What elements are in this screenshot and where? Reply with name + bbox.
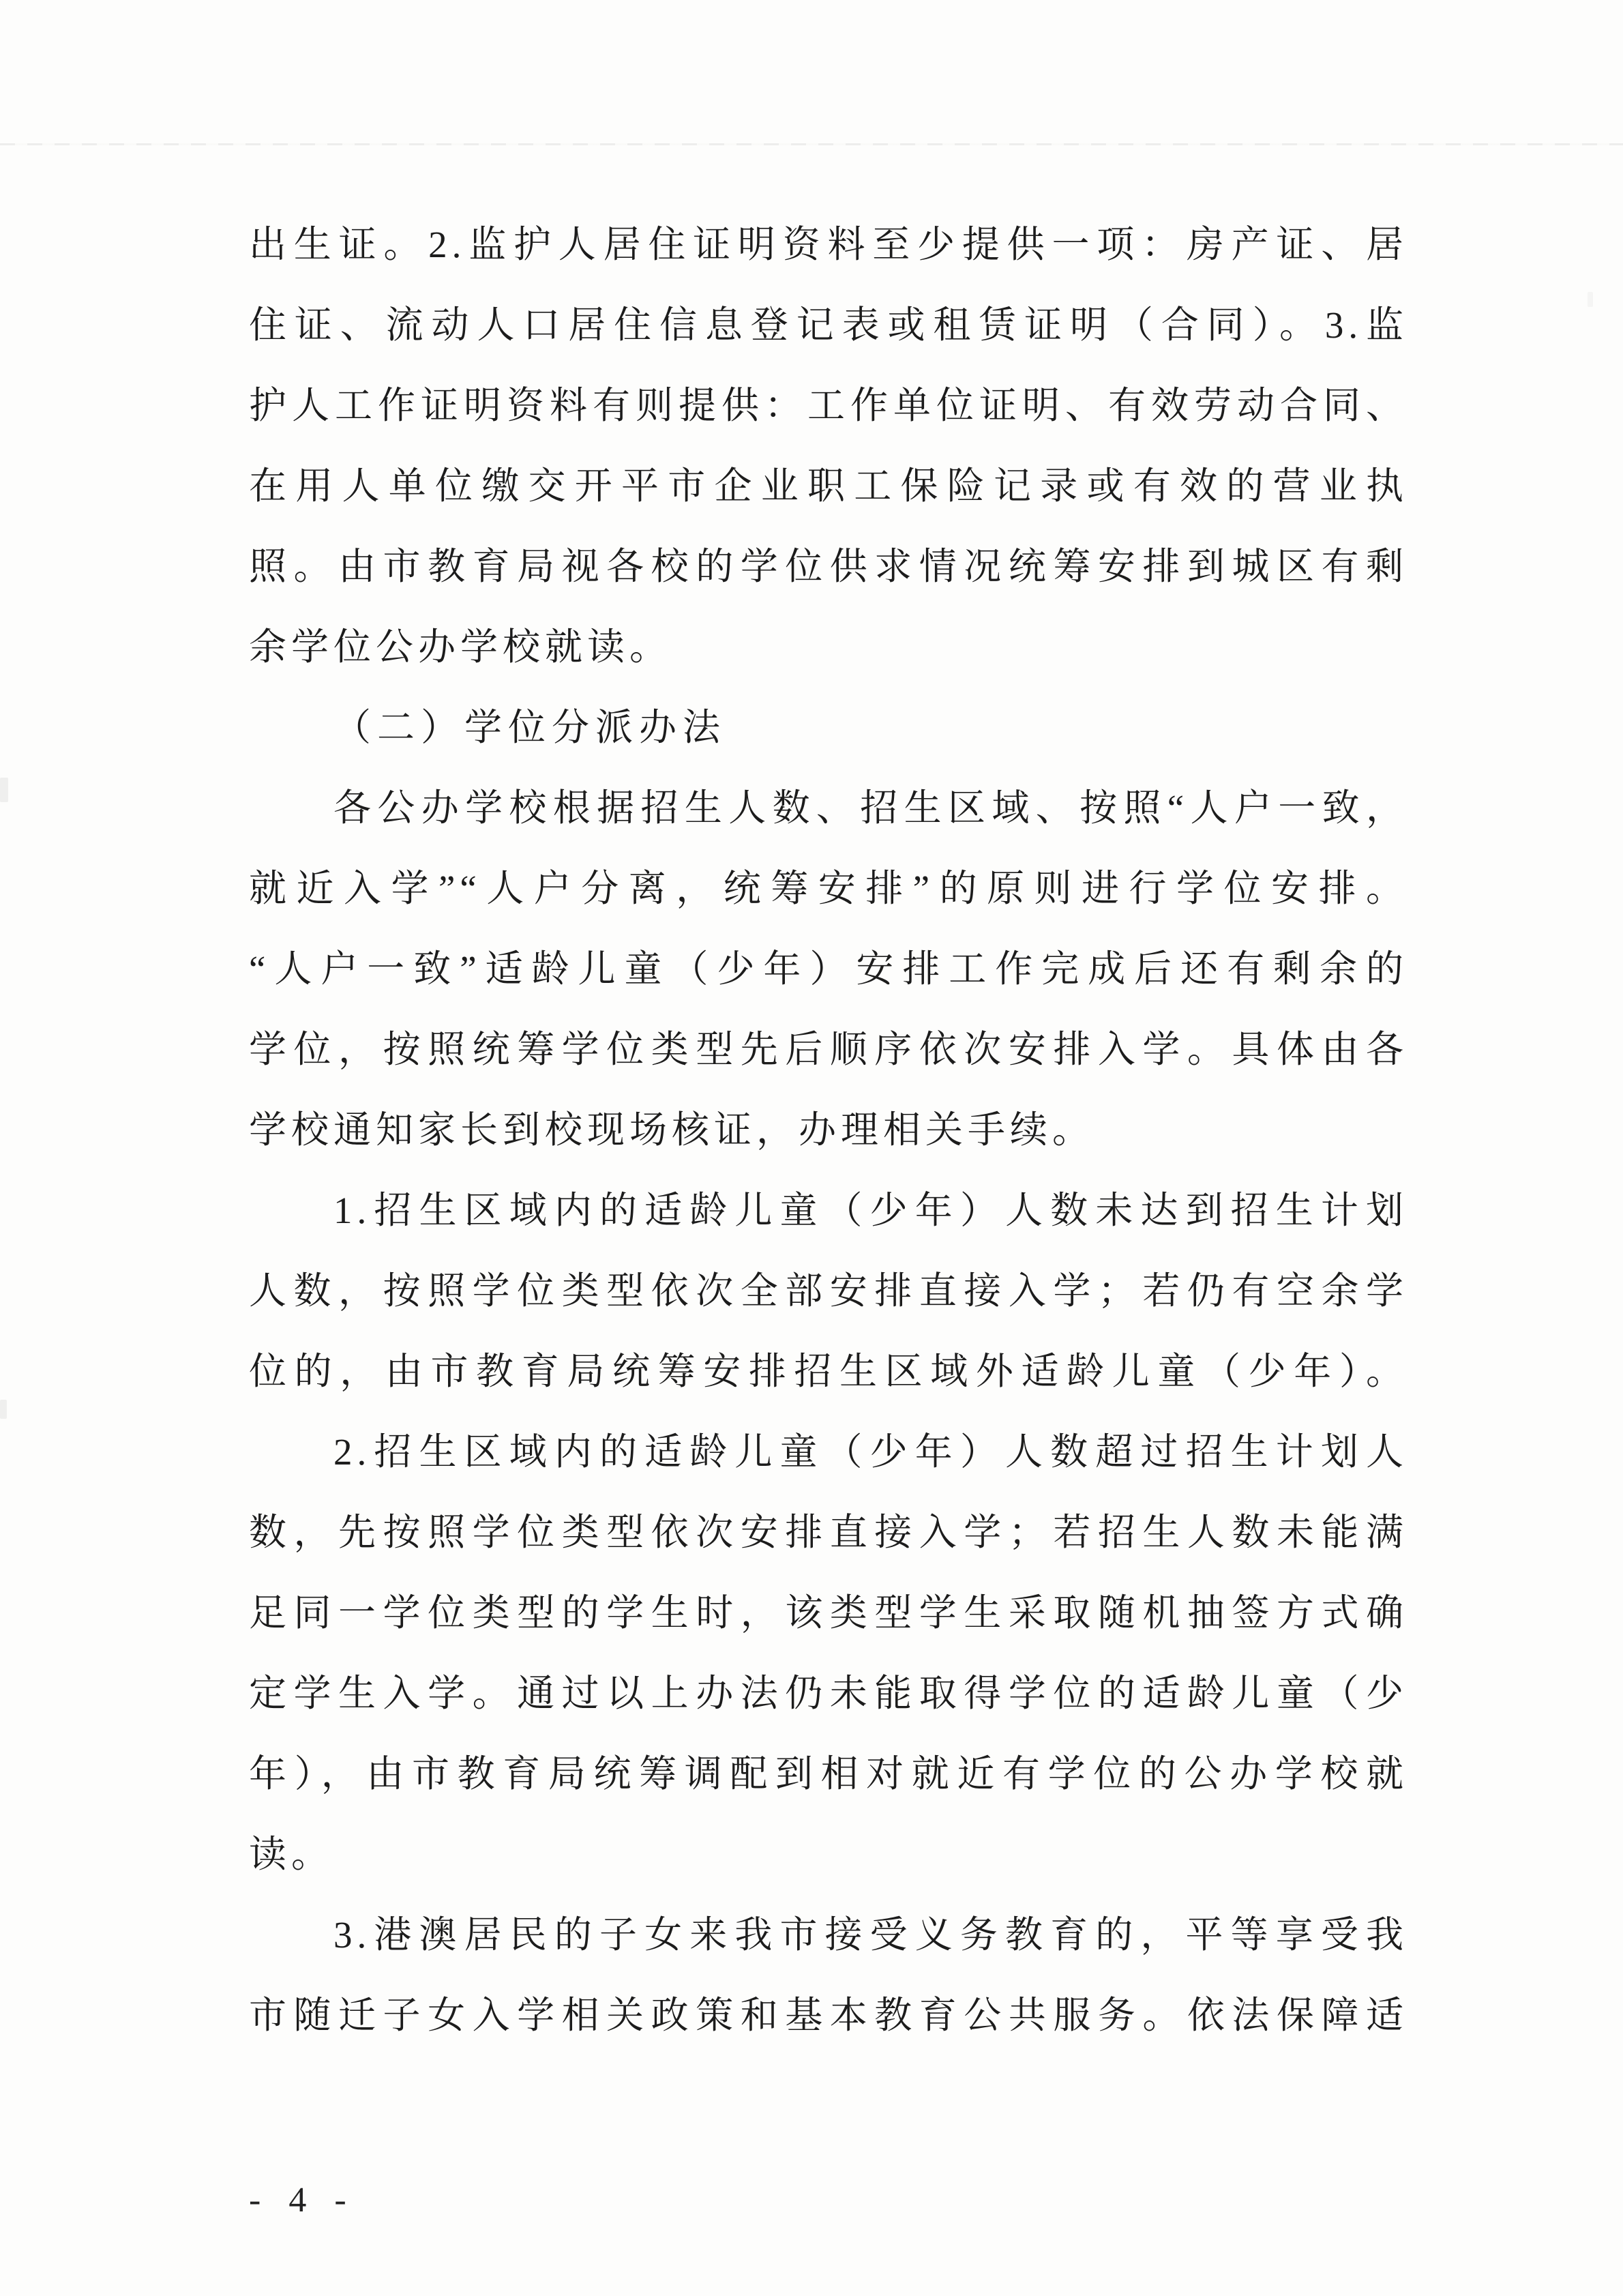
- text-line: 2.招生区域内的适龄儿童（少年）人数超过招生计划人: [333, 1431, 1408, 1473]
- page-number: - 4 -: [249, 2181, 356, 2220]
- text-line: 各公办学校根据招生人数、招生区域、按照“人户一致，: [333, 787, 1408, 829]
- document-body: [249, 205, 1408, 2056]
- text-line: 3.港澳居民的子女来我市接受义务教育的，平等享受我: [333, 1914, 1408, 1956]
- text-line: 年），由市教育局统筹调配到相对就近有学位的公办学校就: [249, 1753, 1408, 1795]
- scan-speck: [1588, 292, 1593, 307]
- text-line: 学校通知家长到校现场核证，办理相关手续。: [249, 1109, 1095, 1151]
- scan-artifact-line: [0, 143, 1623, 145]
- text-line: 住证、流动人口居住信息登记表或租赁证明（合同）。3.监: [249, 304, 1408, 346]
- text-line: 在用人单位缴交开平市企业职工保险记录或有效的营业执: [249, 465, 1408, 507]
- text-line: 1.招生区域内的适龄儿童（少年）人数未达到招生计划: [333, 1190, 1408, 1231]
- text-line: 数，先按照学位类型依次安排直接入学；若招生人数未能满: [249, 1512, 1408, 1553]
- text-line: 市随迁子女入学相关政策和基本教育公共服务。依法保障适: [249, 1995, 1408, 2036]
- scan-speck: [0, 1400, 7, 1419]
- text-line: 出生证。2.监护人居住证明资料至少提供一项：房产证、居: [249, 224, 1408, 265]
- text-line: 余学位公办学校就读。: [249, 626, 672, 668]
- text-line: 就近入学”“人户分离，统筹安排”的原则进行学位安排。: [249, 868, 1408, 909]
- scan-speck: [0, 778, 8, 802]
- section-heading: （二）学位分派办法: [333, 707, 727, 748]
- text-line: 定学生入学。通过以上办法仍未能取得学位的适龄儿童（少: [249, 1673, 1408, 1714]
- text-line: 位的，由市教育局统筹安排招生区域外适龄儿童（少年）。: [249, 1351, 1408, 1392]
- text-line: 学位，按照统筹学位类型先后顺序依次安排入学。具体由各: [249, 1029, 1408, 1070]
- text-line: 照。由市教育局视各校的学位供求情况统筹安排到城区有剩: [249, 546, 1408, 587]
- text-line: 人数，按照学位类型依次全部安排直接入学；若仍有空余学: [249, 1270, 1408, 1312]
- text-line: 护人工作证明资料有则提供：工作单位证明、有效劳动合同、: [249, 385, 1408, 426]
- text-line: “人户一致”适龄儿童（少年）安排工作完成后还有剩余的: [249, 948, 1408, 990]
- text-line: 读。: [249, 1834, 334, 1875]
- text-line: 足同一学位类型的学生时，该类型学生采取随机抽签方式确: [249, 1592, 1408, 1634]
